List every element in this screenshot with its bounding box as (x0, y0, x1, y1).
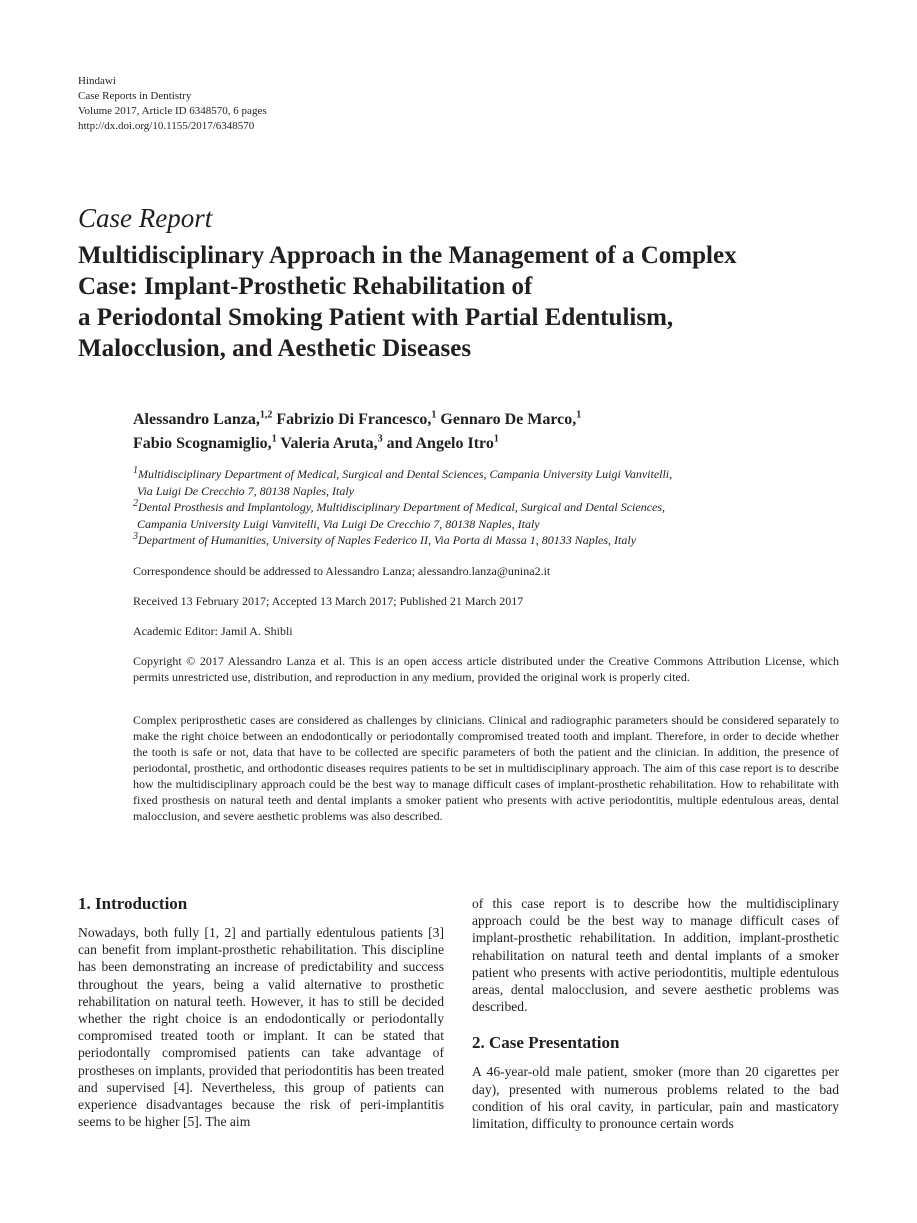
affil-text: Multidisciplinary Department of Medical, Surgical and Dental Sciences, Campania University Luigi Vanvitelli, (138, 467, 673, 481)
affiliation-line (133, 499, 672, 516)
author-name: Gennaro De Marco, (436, 411, 577, 428)
affiliations (133, 466, 672, 549)
copyright-notice: Copyright © 2017 Alessandro Lanza et al. This is an open access article distributed under the Creative Commons Attribution License, which permits unrestricted use, distribution, and reproduction in any medium, provided the original work is properly cited. (133, 654, 839, 684)
case-presentation-text: A 46-year-old male patient, smoker (more than 20 cigarettes per day), presented with numerous problems related to the bad condition of his oral cavity, in particular, pain and masticatory limitation, difficulty to pronounce certain words (472, 1064, 839, 1132)
affil-text: Department of Humanities, University of Naples Federico II, Via Porta di Massa 1, 80133 Naples, Italy (138, 533, 637, 547)
author-name: Valeria Aruta, (276, 435, 378, 452)
academic-editor: Academic Editor: Jamil A. Shibli (133, 624, 293, 638)
right-column (472, 895, 839, 1132)
title-line: Malocclusion, and Aesthetic Diseases (78, 335, 472, 362)
author-name: Fabrizio Di Francesco, (272, 411, 432, 428)
correspondence: Correspondence should be addressed to Alessandro Lanza; alessandro.lanza@unina2.it (133, 564, 551, 578)
author-affil-sup: 1 (576, 409, 582, 421)
affil-sup: 2 (133, 498, 138, 509)
affiliation-line: Campania University Luigi Vanvitelli, Via Luigi De Crecchio 7, 80138 Naples, Italy (137, 516, 540, 531)
journal-name: Case Reports in Dentistry (78, 90, 192, 102)
author-affil-sup: 1 (271, 433, 277, 445)
affil-sup: 1 (133, 465, 138, 476)
volume-info: Volume 2017, Article ID 6348570, 6 pages (78, 105, 267, 117)
publication-dates: Received 13 February 2017; Accepted 13 March 2017; Published 21 March 2017 (133, 594, 524, 608)
title-line: Case: Implant-Prosthetic Rehabilitation of (78, 273, 533, 300)
title-line: Multidisciplinary Approach in the Management of a Complex (78, 242, 737, 269)
affil-sup: 3 (133, 531, 138, 542)
section-heading-introduction: 1. Introduction (78, 894, 188, 913)
author-affil-sup: 1 (431, 409, 437, 421)
author-affil-sup: 1 (493, 433, 499, 445)
author-name: Alessandro Lanza, (133, 411, 260, 428)
article-type: Case Report (78, 203, 213, 233)
author-affil-sup: 1,2 (259, 409, 273, 421)
affil-text: Dental Prosthesis and Implantology, Multidisciplinary Department of Medical, Surgical and Dental Sciences, (138, 500, 666, 514)
author-name: Fabio Scognamiglio, (133, 435, 272, 452)
author-list (133, 408, 581, 456)
introduction-text: Nowadays, both fully [1, 2] and partially edentulous patients [3] can benefit from implant-prosthetic rehabilitation. This discipline has been demonstrating an increase of predictability and success throughout the years, being a valid alternative to prosthetic rehabilitation on natural teeth. However, it has to still be decided whether the right choice is an endodontically or periodontally compromised treated tooth or implant. It can be stated that periodontally compromised patients can take advantage of prostheses on implants, provided that periodontitis has been treated and supervised [4]. Nevertheless, this group of patients can experience disadvantages because the risk of peri-implantitis seems to be higher [5]. The aim (78, 925, 444, 1130)
left-column (78, 894, 444, 1130)
introduction-continued: of this case report is to describe how the multidisciplinary approach could be the best way to manage difficult cases of implant-prosthetic rehabilitation. In addition, implant-prosthetic rehabilitation on natural teeth and dental implants of a smoker patient who presents with active periodontitis, multiple edentulous areas, dental malocclusion, and severe aesthetic problems was described. (472, 896, 839, 1015)
article-title (78, 240, 838, 364)
author-affil-sup: 3 (377, 433, 383, 445)
author-name: and Angelo Itro (382, 435, 494, 452)
author-line (133, 432, 581, 456)
affiliation-line: Via Luigi De Crecchio 7, 80138 Naples, Italy (137, 483, 354, 498)
publisher-name: Hindawi (78, 75, 116, 87)
affiliation-line (133, 532, 672, 549)
title-line: a Periodontal Smoking Patient with Partial Edentulism, (78, 304, 674, 331)
author-line (133, 408, 581, 432)
doi-link[interactable]: http://dx.doi.org/10.1155/2017/6348570 (78, 120, 255, 132)
affiliation-line (133, 466, 672, 483)
journal-header (78, 74, 267, 134)
section-heading-case-presentation: 2. Case Presentation (472, 1033, 620, 1053)
abstract: Complex periprosthetic cases are considered as challenges by clinicians. Clinical and radiographic parameters should be considered separately to make the right choice between an endodontically or periodontally compromised treated tooth and implant. Therefore, in order to decide whether the tooth is safe or not, data that have to be collected are specific parameters of both the patient and the clinician. In addition, the presence of periodontal, prosthetic, and orthodontic diseases requires patients to be set in multidisciplinary approach. The aim of this case report is to describe how the multidisciplinary approach could be the best way to manage difficult cases of implant-prosthetic rehabilitation. How to rehabilitate with fixed prosthesis on natural teeth and dental implants a smoker patient who presents with active periodontitis, multiple edentulous areas, dental malocclusion, and severe aesthetic problems was also described. (133, 713, 839, 823)
